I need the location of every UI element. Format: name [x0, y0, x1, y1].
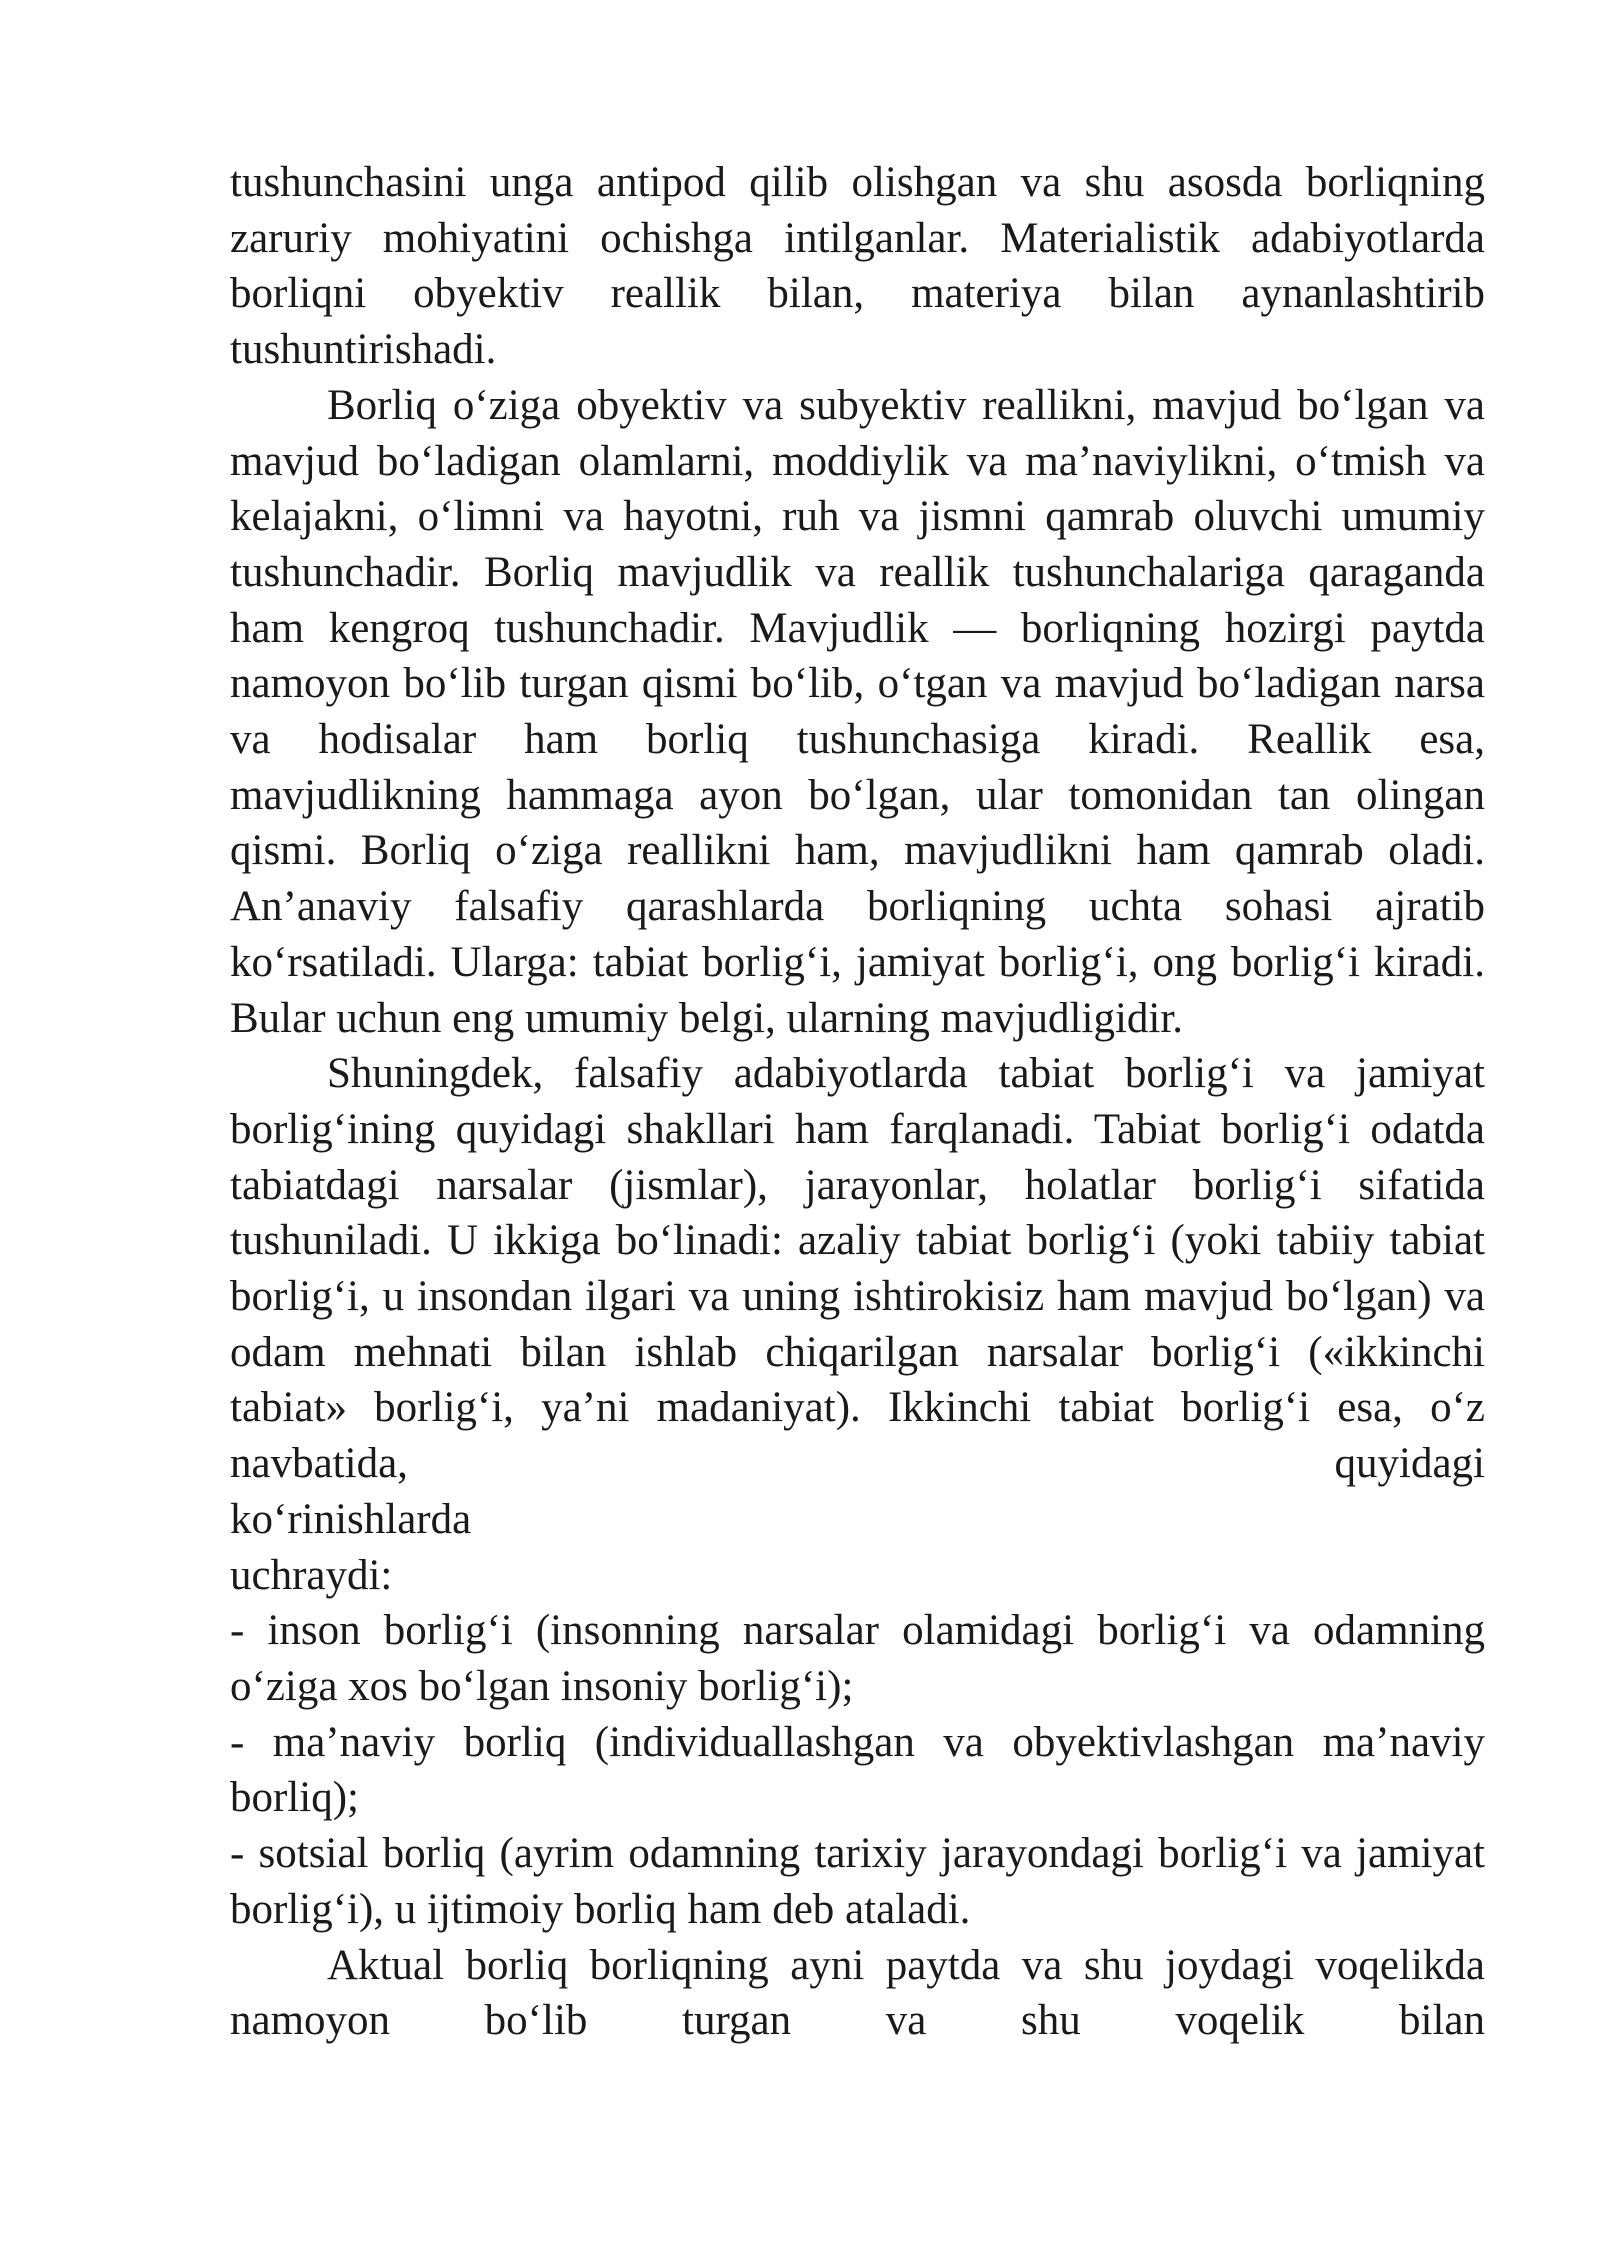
paragraph-final: Aktual borliq borliqning ayni paytda va shu joydagi voqelikda namoyon bo‘lib turgan va shu voqelik bilan [230, 1941, 1485, 2045]
paragraph-3: Shuningdek, falsafiy adabiyotlarda tabiat borlig‘i va jamiyat borlig‘ining quyidagi shakllari ham farqlanadi. Tabiat borlig‘i odatda tabiatdagi narsalar (jismlar), jarayonlar, holatlar borlig‘i sifatida tushuniladi. U ikkiga bo‘linadi: azaliy tabiat borlig‘i (yoki tabiiy tabiat borlig‘i, u insondan ilgari va uning ishtirokisiz ham mavjud bo‘lgan) va odam mehnati bilan ishlab chiqarilgan narsalar borlig‘i («ikkinchi tabiat» borlig‘i, ya’ni madaniyat). Ikkinchi tabiat borlig‘i esa, o‘z navbatida, quyidagi [230, 1050, 1485, 1488]
paragraph-1: tushunchasini unga antipod qilib olishgan va shu asosda borliqning zaruriy mohiyatini ochishga intilganlar. Materialistik adabiyotlarda borliqni obyektiv reallik bilan, materiya bilan aynanlashtirib tushuntirishadi. [230, 159, 1485, 374]
paragraph-3-tail: ko‘rinishlarda [230, 1495, 472, 1543]
paragraph-3-tail-2: uchraydi: [230, 1551, 393, 1599]
paragraph-2: Borliq o‘ziga obyektiv va subyektiv reallikni, mavjud bo‘lgan va mavjud bo‘ladigan olamlarni, moddiylik va ma’naviylikni, o‘tmish va kelajakni, o‘limni va hayotni, ruh va jismni qamrab oluvchi umumiy tushunchadir. Borliq mavjudlik va reallik tushunchalariga qaraganda ham kengroq tushunchadir. Mavjudlik — borliqning hozirgi paytda namoyon bo‘lib turgan qismi bo‘lib, o‘tgan va mavjud bo‘ladigan narsa va hodisalar ham borliq tushunchasiga kiradi. Reallik esa, mavjudlikning hammaga ayon bo‘lgan, ular tomonidan tan olingan qismi. Borliq o‘ziga reallikni ham, mavjudlikni ham qamrab oladi. An’anaviy falsafiy qarashlarda borliqning uchta sohasi ajratib ko‘rsatiladi. Ularga: tabiat borlig‘i, jamiyat borlig‘i, ong borlig‘i kiradi. Bular uchun eng umumiy belgi, ularning mavjudligidir. [230, 381, 1485, 1042]
list-item-inson: - inson borlig‘i (insonning narsalar olamidagi borlig‘i va odamning o‘ziga xos bo‘lgan insoniy borlig‘i); [230, 1607, 1485, 1710]
document-page [230, 155, 1485, 2049]
list-item-sotsial: - sotsial borliq (ayrim odamning tarixiy jarayondagi borlig‘i va jamiyat borlig‘i), u ijtimoiy borliq ham deb ataladi. [230, 1830, 1485, 1933]
list-item-manaviy: - ma’naviy borliq (individuallashgan va obyektivlashgan ma’naviy borliq); [230, 1718, 1485, 1822]
